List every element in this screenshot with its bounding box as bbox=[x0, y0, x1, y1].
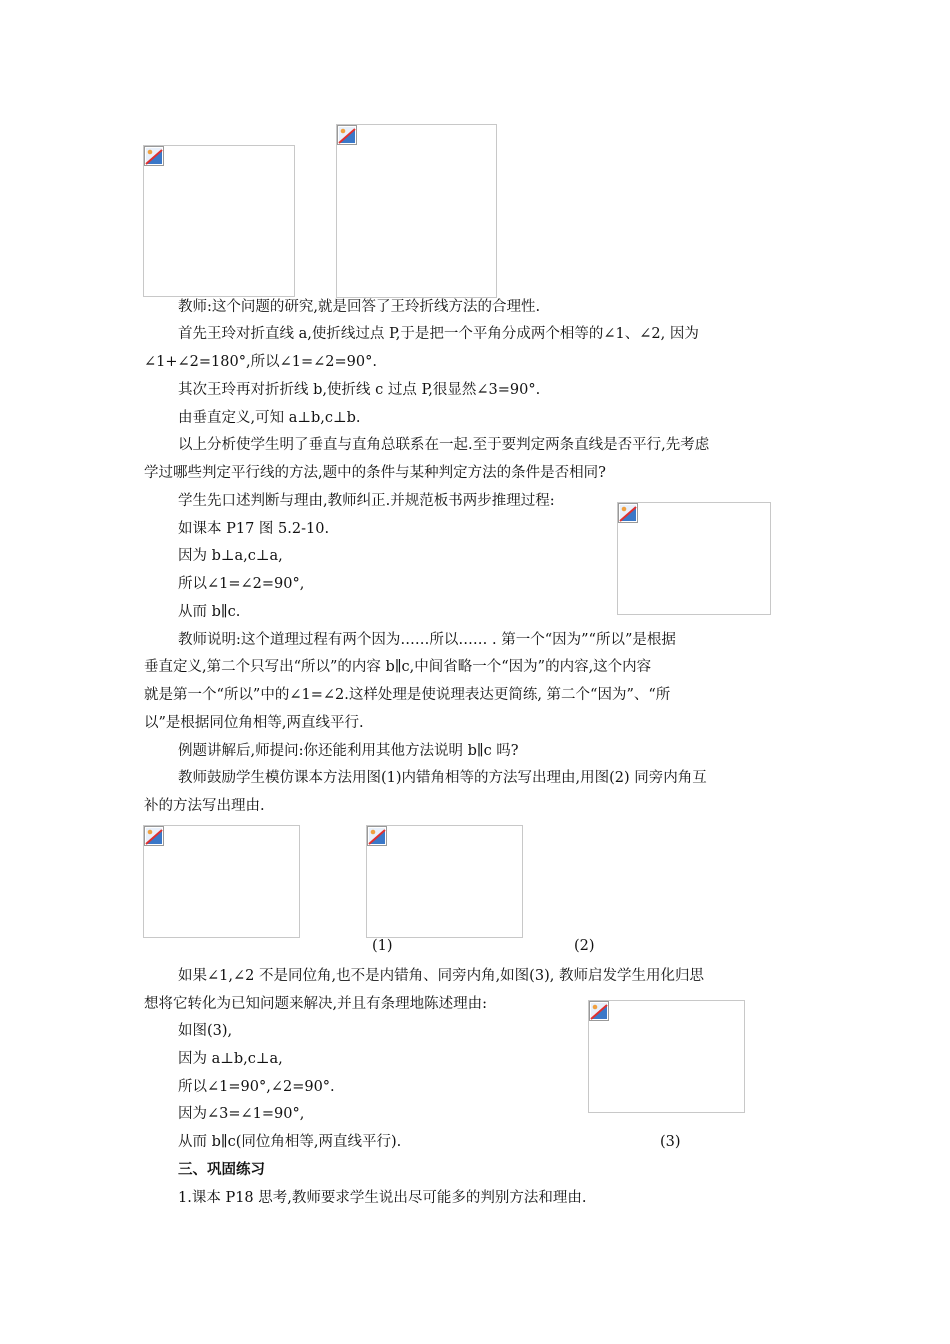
figure-caption-3: (3) bbox=[660, 1134, 681, 1150]
text-line: 就是第一个“所以”中的∠1=∠2.这样处理是使说理表达更简练, 第二个“因为”、“所 bbox=[144, 687, 671, 703]
text-line: 学生先口述判断与理由,教师纠正.并规范板书两步推理过程: bbox=[178, 493, 555, 509]
text-line: 教师鼓励学生模仿课本方法用图(1)内错角相等的方法写出理由,用图(2) 同旁内角互 bbox=[178, 770, 707, 786]
text-line: 如果∠1,∠2 不是同位角,也不是内错角、同旁内角,如图(3), 教师启发学生用化归思 bbox=[178, 968, 704, 984]
figure-image-6 bbox=[588, 1000, 745, 1113]
text-line: 教师说明:这个道理过程有两个因为……所以…… . 第一个“因为”“所以”是根据 bbox=[178, 632, 676, 648]
text-line: 垂直定义,第二个只写出“所以”的内容 b∥c,中间省略一个“因为”的内容,这个内容 bbox=[144, 659, 652, 675]
text-line: 如图(3), bbox=[178, 1023, 233, 1039]
text-line: 教师:这个问题的研究,就是回答了王玲折线方法的合理性. bbox=[178, 299, 541, 315]
figure-image-2 bbox=[336, 124, 497, 298]
text-line: 首先王玲对折直线 a,使折线过点 P,于是把一个平角分成两个相等的∠1、∠2, 因为 bbox=[178, 326, 699, 342]
broken-image-icon bbox=[144, 826, 164, 846]
text-line: 由垂直定义,可知 a⊥b,c⊥b. bbox=[178, 410, 361, 426]
text-line: 例题讲解后,师提问:你还能利用其他方法说明 b∥c 吗? bbox=[178, 743, 519, 759]
figure-caption-2: (2) bbox=[574, 938, 595, 954]
figure-image-5 bbox=[366, 825, 523, 938]
text-line: 如课本 P17 图 5.2-10. bbox=[178, 521, 330, 537]
text-line: 以上分析使学生明了垂直与直角总联系在一起.至于要判定两条直线是否平行,先考虑 bbox=[178, 437, 710, 453]
figure-image-4 bbox=[143, 825, 300, 938]
section-heading: 三、巩固练习 bbox=[178, 1161, 265, 1178]
text-line: 从而 b∥c. bbox=[178, 604, 241, 620]
text-line: 以”是根据同位角相等,两直线平行. bbox=[144, 715, 364, 731]
figure-image-1 bbox=[143, 145, 295, 297]
text-line: 所以∠1=∠2=90°, bbox=[178, 576, 305, 592]
text-line: 补的方法写出理由. bbox=[144, 798, 265, 814]
text-line: 因为 a⊥b,c⊥a, bbox=[178, 1051, 283, 1067]
broken-image-icon bbox=[618, 503, 638, 523]
text-line: 从而 b∥c(同位角相等,两直线平行). bbox=[178, 1134, 402, 1150]
text-line: 因为 b⊥a,c⊥a, bbox=[178, 548, 283, 564]
figure-caption-1: (1) bbox=[372, 938, 393, 954]
text-line: 学过哪些判定平行线的方法,题中的条件与某种判定方法的条件是否相同? bbox=[144, 465, 606, 481]
text-line: ∠1+∠2=180°,所以∠1=∠2=90°. bbox=[144, 354, 377, 370]
broken-image-icon bbox=[337, 125, 357, 145]
broken-image-icon bbox=[144, 146, 164, 166]
text-line: 1.课本 P18 思考,教师要求学生说出尽可能多的判别方法和理由. bbox=[178, 1190, 587, 1206]
text-line: 所以∠1=90°,∠2=90°. bbox=[178, 1079, 335, 1095]
text-line: 因为∠3=∠1=90°, bbox=[178, 1106, 305, 1122]
text-line: 想将它转化为已知问题来解决,并且有条理地陈述理由: bbox=[144, 996, 487, 1012]
figure-image-3 bbox=[617, 502, 771, 615]
broken-image-icon bbox=[589, 1001, 609, 1021]
broken-image-icon bbox=[367, 826, 387, 846]
text-line: 其次王玲再对折折线 b,使折线 c 过点 P,很显然∠3=90°. bbox=[178, 382, 541, 398]
